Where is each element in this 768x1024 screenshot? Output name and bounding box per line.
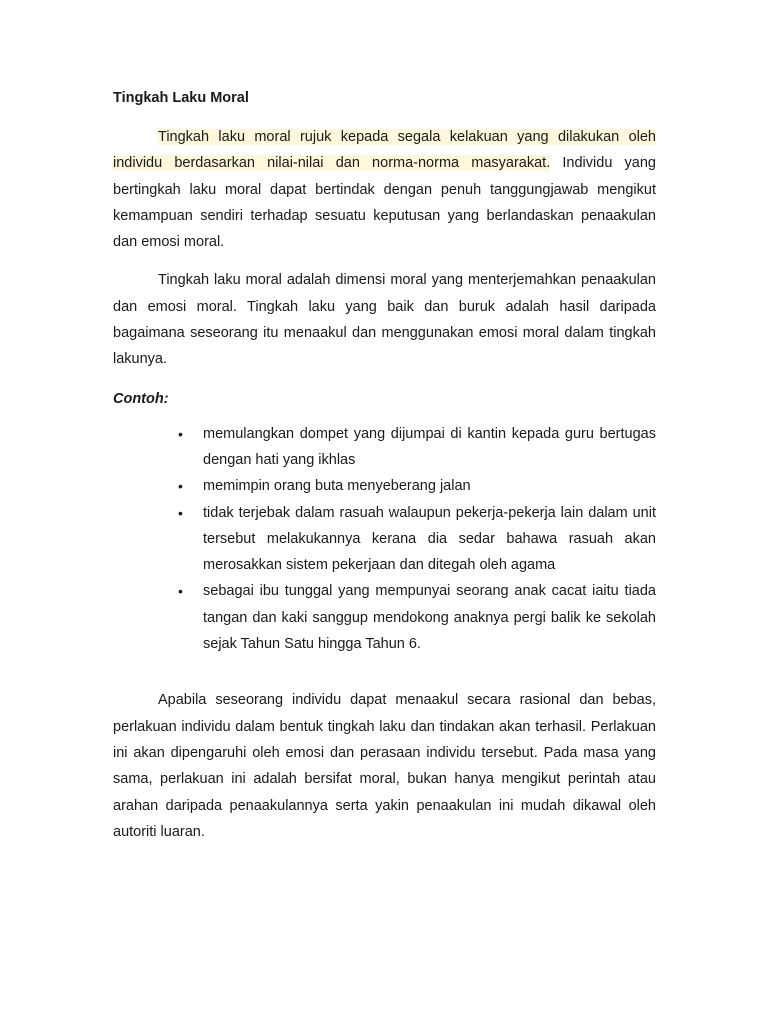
list-item bbox=[178, 421, 656, 474]
list-item bbox=[178, 500, 656, 579]
bullet-icon: • bbox=[178, 478, 183, 495]
paragraph-conclusion: Apabila seseorang individu dapat menaakul secara rasional dan bebas, perlakuan individu dalam bentuk tingkah laku dan tindakan akan terhasil. Perlakuan ini akan dipengaruhi oleh emosi dan perasaan individu tersebut. Pada masa yang sama, perlakuan ini adalah bersifat moral, bukan hanya mengikut perintah atau arahan daripada penaakulannya serta yakin penaakulan ini mudah dikawal oleh autoriti luaran. bbox=[113, 692, 656, 840]
paragraph-definition bbox=[113, 124, 656, 255]
paragraph-text: Individu yang bertingkah laku moral dapat bertindak dengan penuh tanggungjawab mengikut kemampuan sendiri terhadap sesuatu keputusan yang berlandaskan penaakulan dan emosi moral. bbox=[113, 155, 656, 251]
example-label: Contoh: bbox=[113, 390, 169, 407]
highlighted-text: Tingkah laku moral rujuk kepada segala kelakuan yang dilakukan oleh individu berdasarkan nilai-nilai dan norma-norma masyarakat. bbox=[113, 129, 656, 172]
bullet-icon: • bbox=[178, 425, 183, 442]
section-heading: Tingkah Laku Moral bbox=[113, 90, 249, 106]
bullet-icon: • bbox=[178, 583, 183, 600]
list-item-text: memulangkan dompet yang dijumpai di kantin kepada guru bertugas dengan hati yang ikhlas bbox=[203, 425, 656, 468]
example-list bbox=[113, 421, 656, 658]
list-item-text: tidak terjebak dalam rasuah walaupun pekerja-pekerja lain dalam unit tersebut melakukannya kerana dia sedar bahawa rasuah akan merosakkan sistem pekerjaan dan ditegah oleh agama bbox=[203, 504, 656, 574]
list-item-text: memimpin orang buta menyeberang jalan bbox=[203, 478, 471, 495]
list-item bbox=[178, 578, 656, 657]
paragraph-dimension: Tingkah laku moral adalah dimensi moral yang menterjemahkan penaakulan dan emosi moral. Tingkah laku yang baik dan buruk adalah hasil daripada bagaimana seseorang itu menaakul dan menggunakan emosi moral dalam tingkah lakunya. bbox=[113, 272, 656, 368]
document-page bbox=[113, 88, 656, 845]
list-item bbox=[178, 473, 656, 499]
bullet-icon: • bbox=[178, 504, 183, 521]
list-item-text: sebagai ibu tunggal yang mempunyai seorang anak cacat iaitu tiada tangan dan kaki sanggup mendokong anaknya pergi balik ke sekolah sejak Tahun Satu hingga Tahun 6. bbox=[203, 583, 656, 653]
